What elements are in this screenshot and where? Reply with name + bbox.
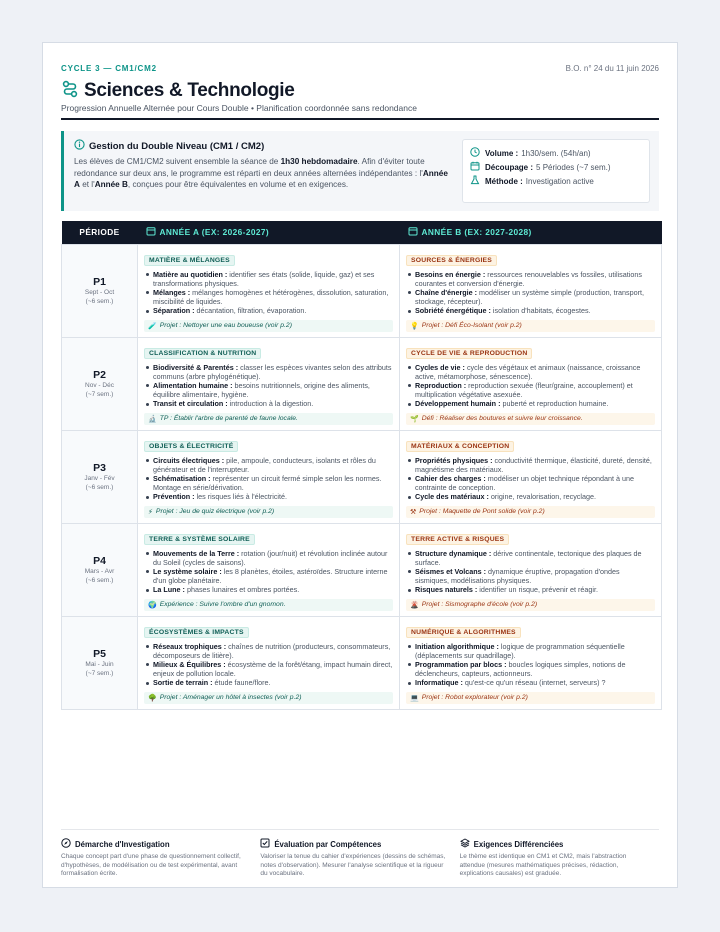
topic-list — [144, 270, 393, 316]
period-name: P1 — [93, 276, 106, 288]
topic-list — [144, 642, 393, 688]
topic-item: Sobriété énergétique : isolation d'habitats, écogestes. — [406, 306, 655, 315]
layers-icon — [460, 838, 474, 850]
period-cell — [62, 523, 138, 616]
topic-item: Structure dynamique : dérive continentale, tectonique des plaques de surface. — [406, 549, 655, 567]
topic-item: Reproduction : reproduction sexuée (fleur/graine, accouplement) et multiplication végétative asexuée. — [406, 381, 655, 399]
calendar-icon — [408, 226, 422, 238]
period-dates: Sept - Oct — [84, 289, 115, 296]
period-weeks: (~7 sem.) — [85, 391, 114, 398]
year-a-cell — [138, 616, 400, 709]
flask-icon — [470, 175, 485, 187]
footer-evaluation: Évaluation par Compétences Valoriser la tenue du cahier d'expériences (dessins de schémas, notes d'observation). Mesurer l'analyse scientifique et la rigueur du vocabulaire. — [260, 839, 446, 878]
compass-icon — [61, 838, 75, 850]
topic-item: Cycle des matériaux : origine, revalorisation, recyclage. — [406, 492, 655, 501]
year-b-cell — [400, 523, 662, 616]
topic-item: Le système solaire : les 8 planètes, étoiles, astéroïdes. Structure interne d'un globe planétaire. — [144, 567, 393, 585]
period-weeks: (~6 sem.) — [85, 298, 114, 305]
theme-tag: TERRE ACTIVE & RISQUES — [406, 534, 509, 545]
calendar-icon — [146, 226, 160, 238]
table-row — [62, 430, 662, 523]
topic-item: Biodiversité & Parentés : classer les espèces vivantes selon des attributs communs (arbre phylogénétique). — [144, 363, 393, 381]
intro-heading: Gestion du Double Niveau (CM1 / CM2) — [89, 140, 265, 152]
topic-item: Schématisation : représenter un circuit fermé simple selon les normes. Montage en série/dérivation. — [144, 474, 393, 492]
topic-list — [406, 549, 655, 595]
topic-item: Programmation par blocs : boucles logiques simples, notions de déclencheurs, capteurs, actionneurs. — [406, 660, 655, 678]
topic-item: Transit et circulation : introduction à la digestion. — [144, 399, 393, 408]
period-cell — [62, 337, 138, 430]
clock-icon — [470, 147, 485, 159]
table-row — [62, 616, 662, 709]
seedling-icon: 🌱 — [410, 415, 419, 423]
topic-item: Milieux & Équilibres : écosystème de la forêt/étang, impact humain direct, enjeux de pollution locale. — [144, 660, 393, 678]
project-note: 🔬 TP : Établir l'arbre de parenté de faune locale. — [144, 413, 393, 425]
topic-list — [144, 363, 393, 409]
calendar-icon — [470, 161, 485, 173]
table-row — [62, 244, 662, 337]
volcano-icon: 🌋 — [410, 601, 419, 609]
period-name: P4 — [93, 555, 106, 567]
project-note: 🌋 Projet : Sismographe d'école (voir p.2) — [406, 599, 655, 611]
topic-item: Chaîne d'énergie : modéliser un système simple (production, transport, stockage, récepteur). — [406, 288, 655, 306]
summary-volume: Volume : 1h30/sem. (54h/an) — [470, 146, 642, 160]
topic-item: Prévention : les risques liés à l'électricité. — [144, 492, 393, 501]
theme-tag: TERRE & SYSTÈME SOLAIRE — [144, 534, 255, 545]
project-note: 🌳 Projet : Aménager un hôtel à insectes (voir p.2) — [144, 692, 393, 704]
globe-icon: 🌍 — [148, 601, 157, 609]
col-header-year-b: ANNÉE B (EX: 2027-2028) — [400, 221, 662, 244]
topic-item: Matière au quotidien : identifier ses états (solide, liquide, gaz) et ses transformations physiques. — [144, 270, 393, 288]
project-note: 💡 Projet : Défi Éco-Isolant (voir p.2) — [406, 320, 655, 332]
theme-tag: OBJETS & ÉLECTRICITÉ — [144, 441, 238, 452]
theme-tag: ÉCOSYSTÈMES & IMPACTS — [144, 627, 249, 638]
page-title: Sciences & Technologie — [84, 80, 295, 101]
col-header-period: PÉRIODE — [62, 221, 138, 244]
theme-tag: NUMÉRIQUE & ALGORITHMES — [406, 627, 521, 638]
topic-item: Alimentation humaine : besoins nutritionnels, origine des aliments, équilibre alimentaire, hygiène. — [144, 381, 393, 399]
period-cell — [62, 244, 138, 337]
title-divider — [61, 118, 659, 120]
year-b-cell — [400, 244, 662, 337]
period-weeks: (~6 sem.) — [85, 484, 114, 491]
project-note: ⚡ Projet : Jeu de quiz électrique (voir p.2) — [144, 506, 393, 518]
period-weeks: (~6 sem.) — [85, 577, 114, 584]
topic-item: Séparation : décantation, filtration, évaporation. — [144, 306, 393, 315]
topic-item: Risques naturels : identifier un risque, prévenir et réagir. — [406, 585, 655, 594]
topic-item: Circuits électriques : pile, ampoule, conducteurs, isolants et rôles du générateur et de l'interrupteur. — [144, 456, 393, 474]
topic-list — [406, 456, 655, 502]
microscope-icon: 🔬 — [148, 415, 157, 423]
theme-tag: CLASSIFICATION & NUTRITION — [144, 348, 261, 359]
topic-list — [144, 456, 393, 502]
footer-exigences: Exigences Différenciées Le thème est identique en CM1 et CM2, mais l'abstraction attendue (mesures mathématiques précises, rédaction, explications causales) est graduée. — [459, 839, 627, 878]
col-header-year-a: ANNÉE A (EX: 2026-2027) — [138, 221, 400, 244]
topic-list — [144, 549, 393, 595]
tree-icon: 🌳 — [148, 694, 157, 702]
topic-item: Réseaux trophiques : chaînes de nutrition (producteurs, consommateurs, décomposeurs de litière). — [144, 642, 393, 660]
project-note: ⚒ Projet : Maquette de Pont solide (voir p.2) — [406, 506, 655, 518]
year-b-cell — [400, 337, 662, 430]
period-weeks: (~7 sem.) — [85, 670, 114, 677]
page — [42, 42, 678, 888]
theme-tag: CYCLE DE VIE & REPRODUCTION — [406, 348, 532, 359]
year-a-cell — [138, 523, 400, 616]
project-note: 🧪 Projet : Nettoyer une eau boueuse (voir p.2) — [144, 320, 393, 332]
summary-box — [462, 139, 650, 203]
table-row — [62, 523, 662, 616]
intro-panel — [61, 131, 659, 211]
period-dates: Mai - Juin — [85, 661, 114, 668]
project-note: 💻 Projet : Robot explorateur (voir p.2) — [406, 692, 655, 704]
theme-tag: SOURCES & ÉNERGIES — [406, 255, 497, 266]
period-dates: Janv - Fév — [84, 475, 115, 482]
period-name: P5 — [93, 648, 106, 660]
footer — [61, 829, 659, 879]
period-dates: Mars - Avr — [84, 568, 115, 575]
test-tube-icon: 🧪 — [148, 322, 157, 330]
lightning-icon: ⚡ — [148, 508, 153, 516]
summary-methode: Méthode : Investigation active — [470, 174, 642, 188]
theme-tag: MATIÈRE & MÉLANGES — [144, 255, 235, 266]
topic-item: Développement humain : puberté et reproduction humaine. — [406, 399, 655, 408]
tools-icon: ⚒ — [410, 508, 417, 516]
flow-icon — [61, 80, 84, 103]
project-note: 🌍 Expérience : Suivre l'ombre d'un gnomon. — [144, 599, 393, 611]
intro-text: Les élèves de CM1/CM2 suivent ensemble la séance de 1h30 hebdomadaire. Afin d'éviter toute redondance sur deux ans, le programme est réparti en deux années alternées indépendantes : l'Année A et l'Année B, conçues pour être équivalentes en volume et en exigences. — [74, 157, 448, 189]
topic-item: Cycles de vie : cycle des végétaux et animaux (naissance, croissance active, métamorphose, sénescence). — [406, 363, 655, 381]
table-row — [62, 337, 662, 430]
period-cell — [62, 430, 138, 523]
summary-decoupage: Découpage : 5 Périodes (~7 sem.) — [470, 160, 642, 174]
topic-item: Mouvements de la Terre : rotation (jour/nuit) et révolution inclinée autour du Soleil (cycles de saisons). — [144, 549, 393, 567]
period-name: P3 — [93, 462, 106, 474]
theme-tag: MATÉRIAUX & CONCEPTION — [406, 441, 514, 452]
topic-list — [406, 270, 655, 316]
checklist-icon — [260, 838, 274, 850]
year-b-cell — [400, 430, 662, 523]
lightbulb-icon: 💡 — [410, 322, 419, 330]
bo-reference: B.O. n° 24 du 11 juin 2026 — [565, 63, 659, 73]
year-b-cell — [400, 616, 662, 709]
topic-item: Mélanges : mélanges homogènes et hétérogènes, dissolution, saturation, miscibilité de liquides. — [144, 288, 393, 306]
topic-list — [406, 642, 655, 688]
year-a-cell — [138, 244, 400, 337]
topic-item: La Lune : phases lunaires et ombres portées. — [144, 585, 393, 594]
topic-item: Initiation algorithmique : logique de programmation séquentielle (déplacements sur quadrillage). — [406, 642, 655, 660]
cycle-label: CYCLE 3 — CM1/CM2 — [61, 63, 157, 73]
topic-item: Besoins en énergie : ressources renouvelables vs fossiles, utilisations courantes et conversion d'énergie. — [406, 270, 655, 288]
progression-table — [61, 221, 662, 710]
topic-item: Cahier des charges : modéliser un objet technique répondant à une contrainte de conception. — [406, 474, 655, 492]
topic-item: Informatique : qu'est-ce qu'un réseau (internet, serveurs) ? — [406, 678, 655, 687]
footer-investigation: Démarche d'Investigation Chaque concept part d'une phase de questionnement collectif, d'hypothèses, de modélisation ou de test expérimental, avant formalisation écrite. — [61, 839, 241, 878]
period-dates: Nov - Déc — [85, 382, 114, 389]
info-icon — [74, 139, 89, 153]
topic-list — [406, 363, 655, 409]
year-a-cell — [138, 337, 400, 430]
topic-item: Séismes et Volcans : dynamique éruptive, propagation d'ondes sismiques, modélisations physiques. — [406, 567, 655, 585]
project-note: 🌱 Défi : Réaliser des boutures et suivre leur croissance. — [406, 413, 655, 425]
period-cell — [62, 616, 138, 709]
topic-item: Sortie de terrain : étude faune/flore. — [144, 678, 393, 687]
year-a-cell — [138, 430, 400, 523]
topic-item: Propriétés physiques : conductivité thermique, élasticité, dureté, densité, magnétisme des matériaux. — [406, 456, 655, 474]
laptop-icon: 💻 — [410, 694, 419, 702]
page-subtitle: Progression Annuelle Alternée pour Cours Double • Planification coordonnée sans redondance — [61, 103, 417, 113]
period-name: P2 — [93, 369, 106, 381]
